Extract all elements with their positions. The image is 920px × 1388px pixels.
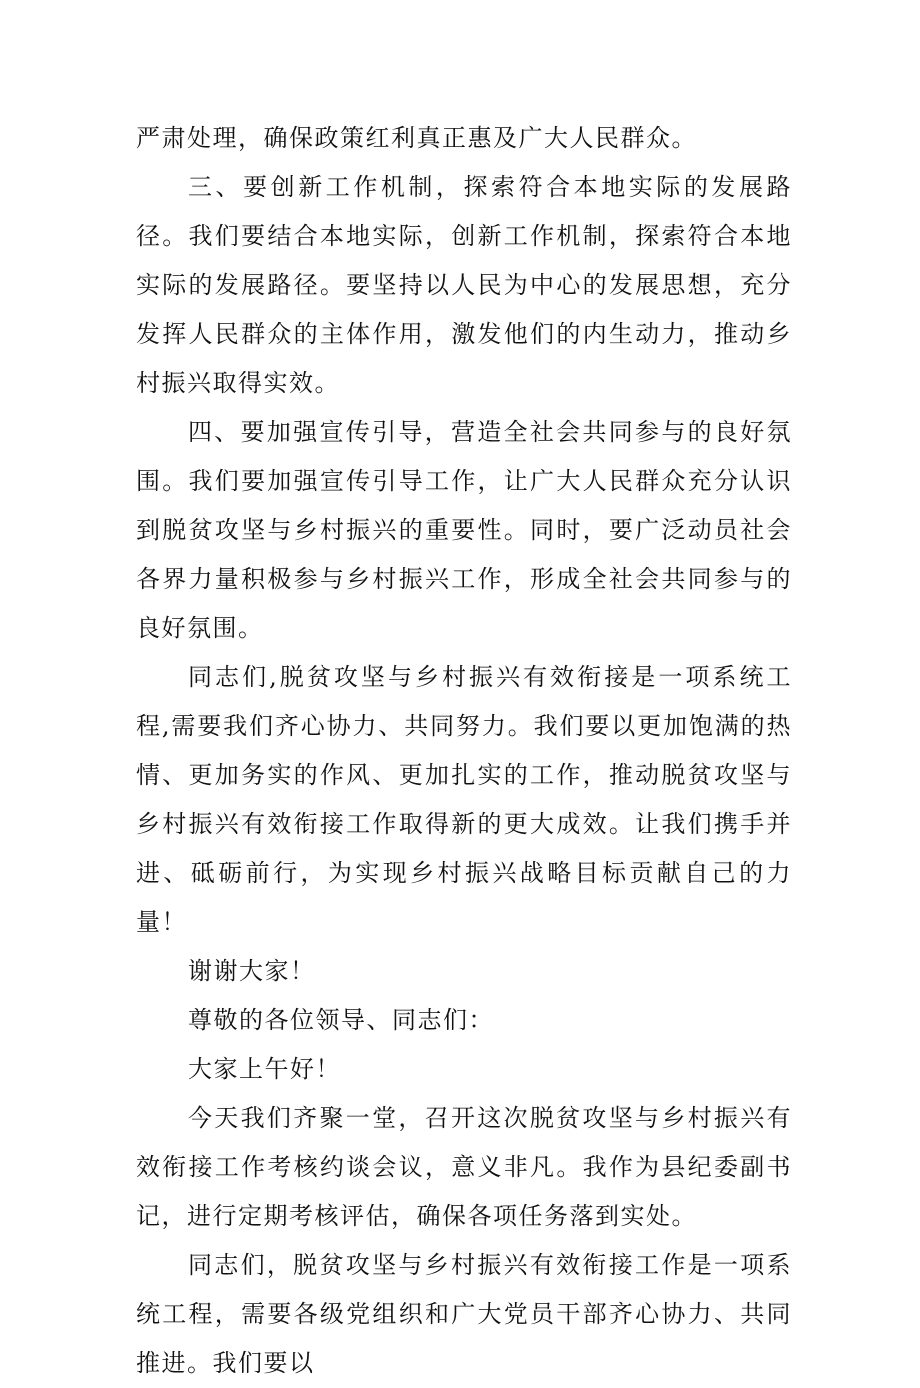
paragraph-7: 大家上午好！	[188, 1055, 341, 1083]
document-body	[136, 114, 792, 1388]
paragraph-5: 谢谢大家！	[188, 957, 316, 985]
paragraph-3: 四、要加强宣传引导，营造全社会共同参与的良好氛围。我们要加强宣传引导工作，让广大人民群众充分认识到脱贫攻坚与乡村振兴的重要性。同时，要广泛动员社会各界力量积极参与乡村振兴工作，形成全社会共同参与的良好氛围。	[136, 418, 792, 642]
paragraph-4: 同志们,脱贫攻坚与乡村振兴有效衔接是一项系统工程,需要我们齐心协力、共同努力。我们要以更加饱满的热情、更加务实的作风、更加扎实的工作，推动脱贫攻坚与乡村振兴有效衔接工作取得新的更大成效。让我们携手并进、砥砺前行，为实现乡村振兴战略目标贡献自己的力量！	[136, 663, 792, 936]
paragraph-1: 严肃处理，确保政策红利真正惠及广大人民群众。	[136, 124, 697, 152]
paragraph-8: 今天我们齐聚一堂，召开这次脱贫攻坚与乡村振兴有效衔接工作考核约谈会议，意义非凡。我作为县纪委副书记，进行定期考核评估，确保各项任务落到实处。	[136, 1104, 792, 1230]
paragraph-9: 同志们，脱贫攻坚与乡村振兴有效衔接工作是一项系统工程，需要各级党组织和广大党员干部齐心协力、共同推进。我们要以	[136, 1251, 792, 1377]
paragraph-2: 三、要创新工作机制，探索符合本地实际的发展路径。我们要结合本地实际，创新工作机制，探索符合本地实际的发展路径。要坚持以人民为中心的发展思想，充分发挥人民群众的主体作用，激发他们的内生动力，推动乡村振兴取得实效。	[136, 173, 792, 397]
paragraph-6: 尊敬的各位领导、同志们：	[188, 1006, 494, 1034]
